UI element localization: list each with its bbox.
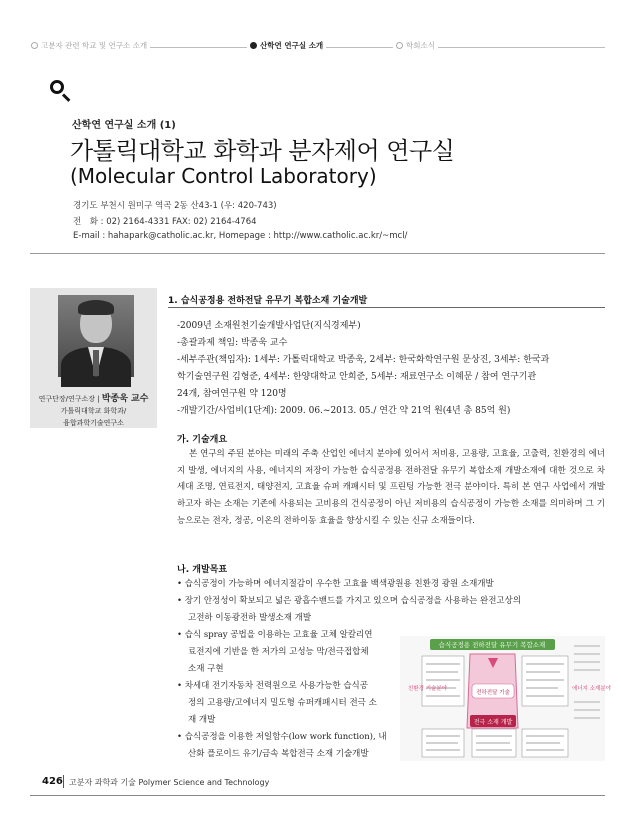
nav-dot-icon [250,42,257,49]
diagram-bottom-label: 전극 소재 개발 [473,719,513,726]
goal-item-cont: 정의 고용량/고에너지 밀도형 슈퍼캐패시터 전극 소 [188,698,377,708]
journal-name: 고분자 과학과 기술 Polymer Science and Technology [69,778,270,787]
diagram-left-label: 친환경 기술분야 [408,686,447,692]
nav-item-label: 학회소식 [406,41,435,50]
info-line: -개발기간/사업비(1단계): 2009. 06.~2013. 05./ 연간 약 21억 원(4년 총 85억 원) [177,406,511,416]
profile-title [30,391,157,404]
profile-photo [58,295,134,377]
goal-item: • 장기 안정성이 확보되고 넓은 광흡수밴드를 가지고 있으며 습식공정을 사용하는 완전고상의 [177,596,522,606]
info-line: 학기술연구원 김형준, 4세부: 한양대학교 안희준, 5세부: 재료연구소 이혜문 / 참여 연구기관 [177,372,537,382]
goal-item-cont: 산화 플로이드 유기/금속 복합전극 소재 기술개발 [188,749,369,759]
nav-item-labs[interactable] [247,40,326,51]
goal-item: • 차세대 전기자동차 전력원으로 사용가능한 습식공 [177,681,368,691]
info-line: -총괄과제 책임: 박종욱 교수 [177,338,288,348]
phone-line: 전 화 : 02) 2164-4331 FAX: 02) 2164-4764 [73,217,257,227]
goal-item: • 습식공정을 이용한 저일함수(low work function), 내 [177,732,387,742]
footer-rule [30,795,605,796]
overview-paragraph: 본 연구의 주된 분야는 미래의 주축 산업인 에너지 분야에 있어서 저비용, 고용량, 고효율, 고출력, 친환경의 에너지 발생, 에너지의 사용, 에너지의 저장이 가능한 습식공정용 전하전달 유무기 복합소재 개발소재에 대한 것으로 차세대 조명, 연료전지, 태양전지, 고효율 슈퍼 캐패시터 및 프린팅 가능한 전극 분야이다. 특히 본 연구 사업에서 개발하고자 하는 소재는 기존에 사용되는 고비용의 건식공정이 아닌 저비용의 습식공정이 가능한 소재를 의미하며 그 기능으로는 전자, 정공, 이온의 전하이동 효율을 향상시킬 수 있는 신규 소재들이다. [177,449,605,526]
info-line: 24개, 참여연구원 약 120명 [177,389,287,399]
profile-affiliation-1: 가톨릭대학교 화학과/ [60,407,127,415]
concept-diagram [400,636,611,761]
series-label: 산학연 연구실 소개 (1) [72,120,176,131]
diagram-right-label: 에너지 소재분야 [572,686,611,692]
goal-item-cont: 고전하 이동광전하 발생소재 개발 [188,613,312,623]
footer-separator [63,775,64,788]
header-divider [30,253,605,254]
section-heading: 1. 습식공정용 전하전달 유무기 복합소재 기술개발 [168,296,368,306]
nav-dot-icon [396,42,403,49]
goal-item-cont: 소재 구현 [188,664,224,674]
section-divider [168,307,605,308]
nav-item-label: 고분자 관련 학교 및 연구소 소개 [41,41,148,50]
goal-item-cont: 재 개발 [188,715,216,725]
profile-name: 박종욱 교수 [101,394,149,404]
magnifier-ring-icon [50,80,64,94]
info-line: -세부주관(책임자): 1세부: 가톨릭대학교 박종욱, 2세부: 한국화학연구원 문상진, 3세부: 한국과 [177,355,550,365]
page-title: 가톨릭대학교 화학과 분자제어 연구실 [70,137,455,165]
diagram-center-label: 전하전달 기술 [476,690,510,696]
profile-affiliation-2: 융합과학기술연구소 [63,419,124,427]
profile-role: 연구단장/연구소장 | [38,395,102,403]
diagram-top-label: 습식공정용 전하전달 유무기 복합소재 [438,641,546,649]
email-line: E-mail : hahapark@catholic.ac.kr, Homepage : http://www.catholic.ac.kr/~mcl/ [73,231,408,241]
goals-heading: 나. 개발목표 [177,565,228,575]
nav-item-news[interactable] [393,40,438,51]
address-line: 경기도 부천시 원미구 역곡 2동 산43-1 (우: 420-743) [73,201,277,211]
info-line: -2009년 소재원천기술개발사업단(지식경제부) [177,321,361,331]
goal-item-cont: 료전지에 기반을 한 저가의 고성능 막/전극접합체 [188,647,369,657]
nav-item-schools[interactable] [28,40,150,51]
nav-item-label: 산학연 연구실 소개 [260,41,324,50]
overview-heading: 가. 기술개요 [177,435,228,445]
magnifier-handle-icon [62,93,70,101]
nav-dot-icon [31,42,38,49]
goal-item: • 습식 spray 공법을 이용하는 고효율 고체 알칼리연 [177,630,373,640]
page-subtitle: (Molecular Control Laboratory) [70,164,377,188]
page-number: 426 [42,776,63,787]
goal-item: • 습식공정이 가능하며 에너지절감이 우수한 고효율 백색광원용 친환경 광원 소재개발 [177,579,494,589]
